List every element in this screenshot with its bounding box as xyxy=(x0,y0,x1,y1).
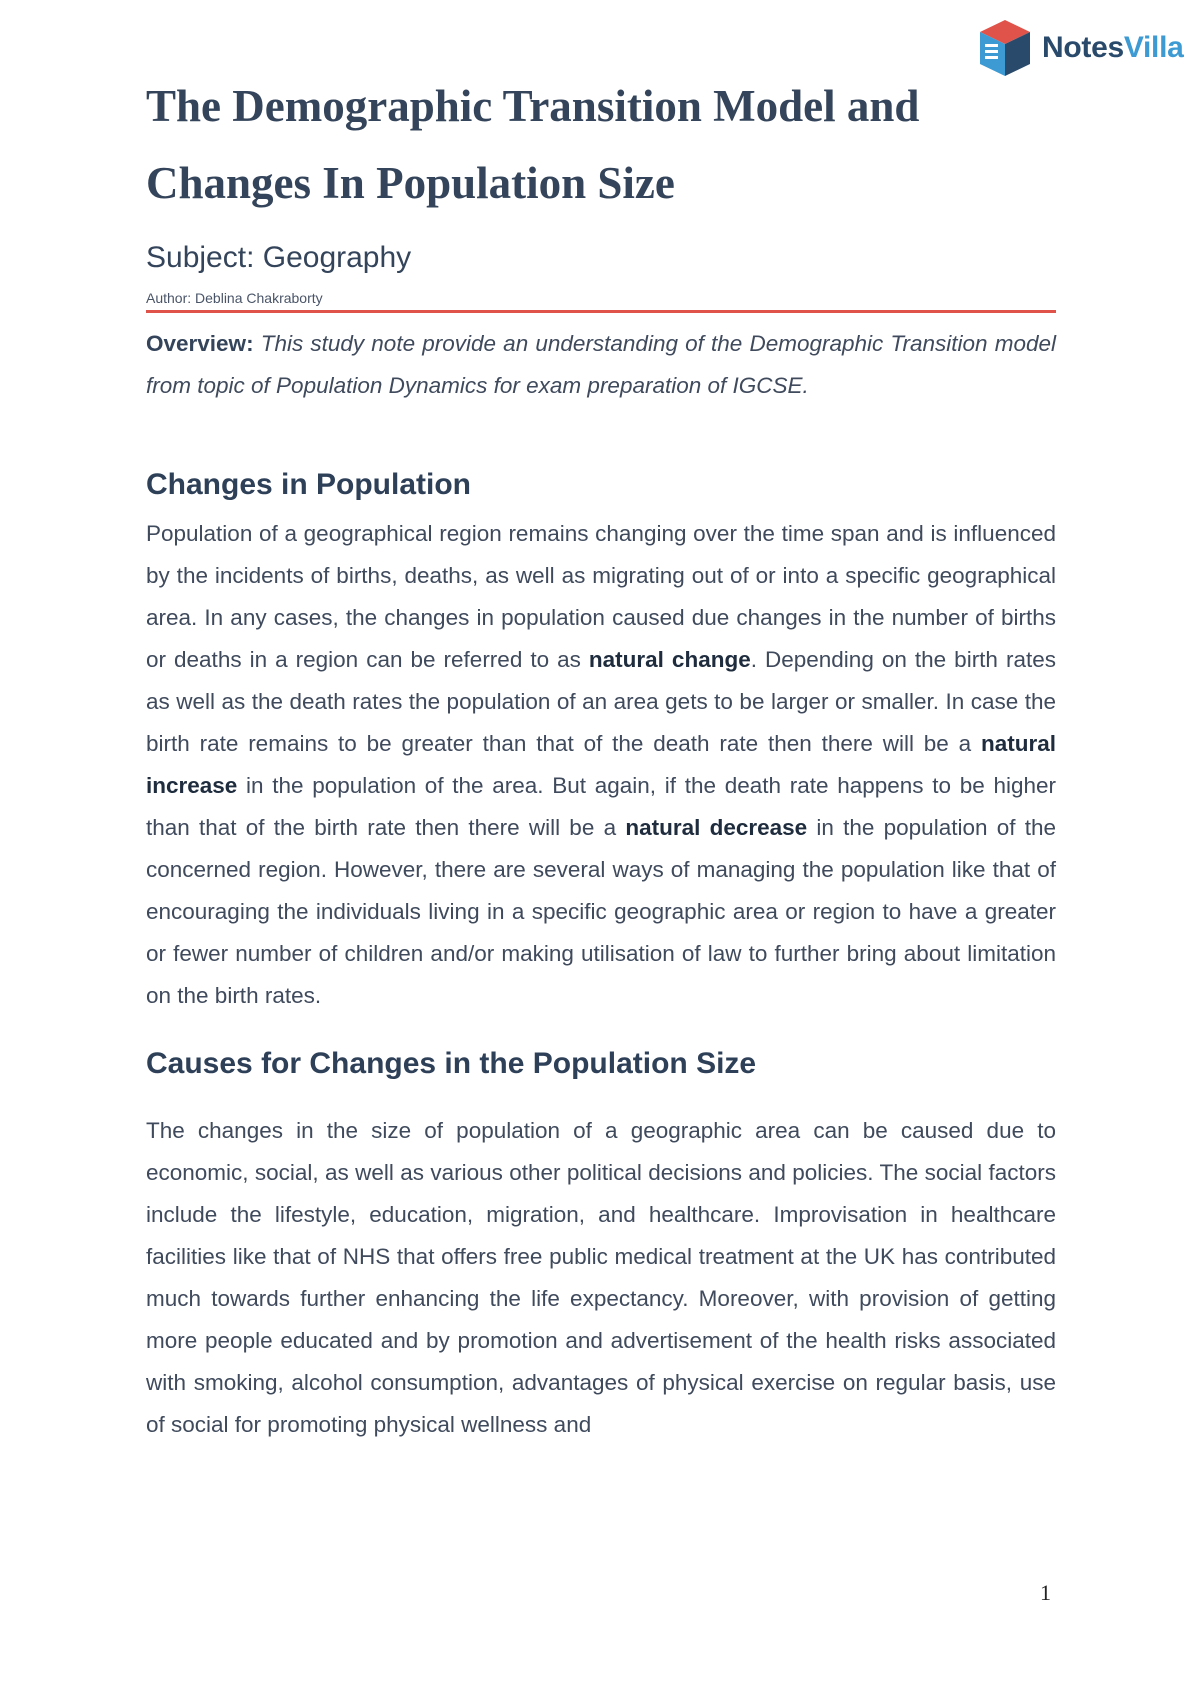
document-page xyxy=(146,68,1056,1446)
brand-name xyxy=(1042,31,1184,65)
overview-text: This study note provide an understanding of the Demographic Transition model from topic of Population Dynamics for exam preparation of IGCSE. xyxy=(146,331,1056,398)
document-title xyxy=(146,68,1056,222)
page-number: 1 xyxy=(1040,1580,1051,1605)
paragraph-text: . Depending on the birth rates as well as the death rates the population of an area gets to be larger or smaller. In case the birth rate remains to be greater than that of the death rate then there will be a xyxy=(146,647,1056,756)
brand-name-part2: Villa xyxy=(1123,31,1184,64)
paragraph-text: in the population of the concerned region. However, there are several ways of managing the population like that of encouraging the individuals living in a specific geographic area or region to have a greater or fewer number of children and/or making utilisation of law to further bring about limitation on the birth rates. xyxy=(146,815,1056,1008)
brand-name-part1: Notes xyxy=(1042,31,1124,64)
term-natural-change: natural change xyxy=(588,647,751,672)
title-line-1: The Demographic Transition Model and xyxy=(146,81,920,131)
overview-label: Overview: xyxy=(146,331,254,356)
subject-line: Subject: Geography xyxy=(146,241,412,274)
term-natural-increase: natural increase xyxy=(146,731,1056,798)
overview-paragraph xyxy=(146,323,1056,407)
title-line-2: Changes In Population Size xyxy=(146,158,675,208)
divider-rule xyxy=(146,310,1056,313)
section-paragraph-causes xyxy=(146,1110,1056,1446)
section-heading-changes-in-population: Changes in Population xyxy=(146,468,472,501)
section-heading-causes: Causes for Changes in the Population Size xyxy=(146,1047,757,1080)
section-paragraph-changes-in-population xyxy=(146,513,1056,1017)
author-line: Author: Deblina Chakraborty xyxy=(146,290,323,306)
paragraph-text: in the population of the area. But again, if the death rate happens to be higher than that of the birth rate then there will be a xyxy=(146,773,1056,840)
paragraph-text: Population of a geographical region remains changing over the time span and is influenced by the incidents of births, deaths, as well as migrating out of or into a specific geographical area. In any cases, the changes in population caused due changes in the number of births or deaths in a region can be referred to as xyxy=(146,521,1056,672)
paragraph-text: The changes in the size of population of a geographic area can be caused due to economic, social, as well as various other political decisions and policies. The social factors include the lifestyle, education, migration, and healthcare. Improvisation in healthcare facilities like that of NHS that offers free public medical treatment at the UK has contributed much towards further enhancing the life expectancy. Moreover, with provision of getting more people educated and by promotion and advertisement of the health risks associated with smoking, alcohol consumption, advantages of physical exercise on regular basis, use of social for promoting physical wellness and xyxy=(146,1118,1056,1437)
term-natural-decrease: natural decrease xyxy=(625,815,808,840)
